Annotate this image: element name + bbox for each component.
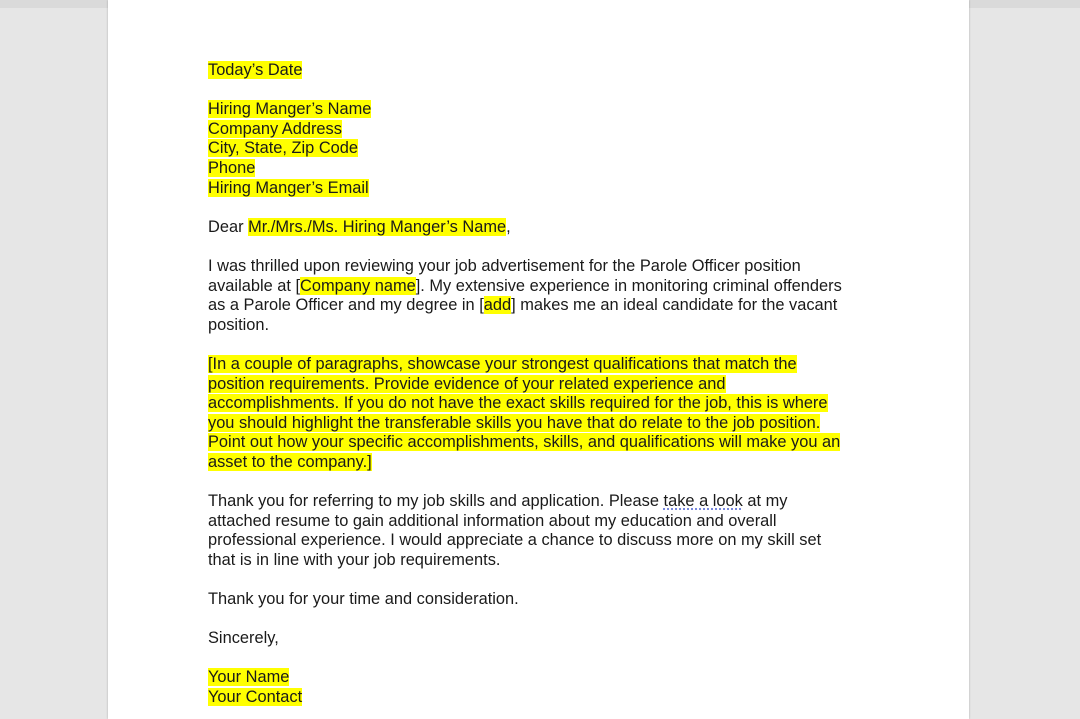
thanks-line: Thank you for your time and consideration. [208, 590, 519, 609]
intro-line-1: I was thrilled upon reviewing your job advertisement for the Parole Officer position [208, 256, 801, 275]
intro-line-4: position. [208, 315, 270, 334]
recipient-address-placeholder: Company Address [208, 119, 342, 138]
salutation-suffix: , [506, 217, 511, 236]
intro-line-3-start: as a Parole Officer and my degree in [ [208, 296, 484, 315]
intro-line-3 [208, 296, 888, 316]
spacer [208, 472, 888, 492]
top-strip-right [969, 0, 1080, 8]
document-page[interactable] [108, 0, 969, 719]
closing-line-1-start: Thank you for referring to my job skills and application. Please [208, 492, 664, 511]
intro-line-2-start: available at [ [208, 276, 301, 295]
signature-name-line [208, 668, 888, 688]
recipient-phone-placeholder: Phone [208, 158, 256, 177]
placeholder-text: you should highlight the transferable skills you have that do relate to the job position. [208, 413, 821, 432]
letter-body[interactable] [208, 61, 888, 708]
placeholder-text: accomplishments. If you do not have the exact skills required for the job, this is where [208, 394, 828, 413]
closing-line-2: attached resume to gain additional information about my education and overall [208, 511, 777, 530]
spacer [208, 570, 888, 590]
signature-contact-placeholder: Your Contact [208, 688, 303, 706]
spacer [208, 237, 888, 257]
placeholder-paragraph-line [208, 414, 888, 434]
company-name-placeholder: Company name [300, 276, 416, 295]
salutation-line [208, 218, 888, 238]
closing-line-3: professional experience. I would appreciate a chance to discuss more on my skill set [208, 531, 822, 550]
intro-line-2 [208, 277, 888, 297]
placeholder-paragraph-line [208, 375, 888, 395]
top-strip-left [0, 0, 108, 8]
recipient-name-placeholder: Hiring Manger’s Name [208, 100, 372, 119]
recipient-city-line [208, 139, 888, 159]
placeholder-paragraph-line [208, 433, 888, 453]
grammar-flag[interactable]: take a look [663, 492, 743, 511]
placeholder-paragraph-line [208, 394, 888, 414]
placeholder-paragraph-line [208, 355, 888, 375]
recipient-email-placeholder: Hiring Manger’s Email [208, 178, 369, 197]
recipient-name-line [208, 100, 888, 120]
signature-name-placeholder: Your Name [208, 668, 290, 687]
signature-contact-line [208, 688, 888, 708]
date-line [208, 61, 888, 81]
closing-line-1-end: at my [742, 492, 788, 511]
placeholder-paragraph-line [208, 453, 888, 473]
recipient-email-line [208, 179, 888, 199]
closing-line-1 [208, 492, 888, 512]
intro-line-2-end: ]. My extensive experience in monitoring criminal offenders [415, 276, 842, 295]
spacer [208, 81, 888, 101]
placeholder-text: asset to the company.] [208, 452, 372, 471]
salutation-prefix: Dear [208, 217, 249, 236]
spacer [208, 335, 888, 355]
recipient-city-placeholder: City, State, Zip Code [208, 139, 359, 158]
spacer [208, 649, 888, 669]
intro-line-3-end: ] makes me an ideal candidate for the vacant [511, 296, 838, 315]
spacer [208, 610, 888, 630]
degree-placeholder: add [483, 296, 512, 315]
salutation-name-placeholder: Mr./Mrs./Ms. Hiring Manger’s Name [248, 217, 507, 236]
recipient-phone-line [208, 159, 888, 179]
signoff-line: Sincerely, [208, 629, 279, 648]
closing-line-4: that is in line with your job requirements. [208, 550, 501, 569]
date-placeholder: Today’s Date [208, 61, 303, 79]
spacer [208, 198, 888, 218]
placeholder-text: [In a couple of paragraphs, showcase your strongest qualifications that match the [208, 354, 797, 373]
placeholder-text: position requirements. Provide evidence of your related experience and [208, 374, 726, 393]
recipient-address-line [208, 120, 888, 140]
placeholder-text: Point out how your specific accomplishments, skills, and qualifications will make you an [208, 433, 841, 452]
